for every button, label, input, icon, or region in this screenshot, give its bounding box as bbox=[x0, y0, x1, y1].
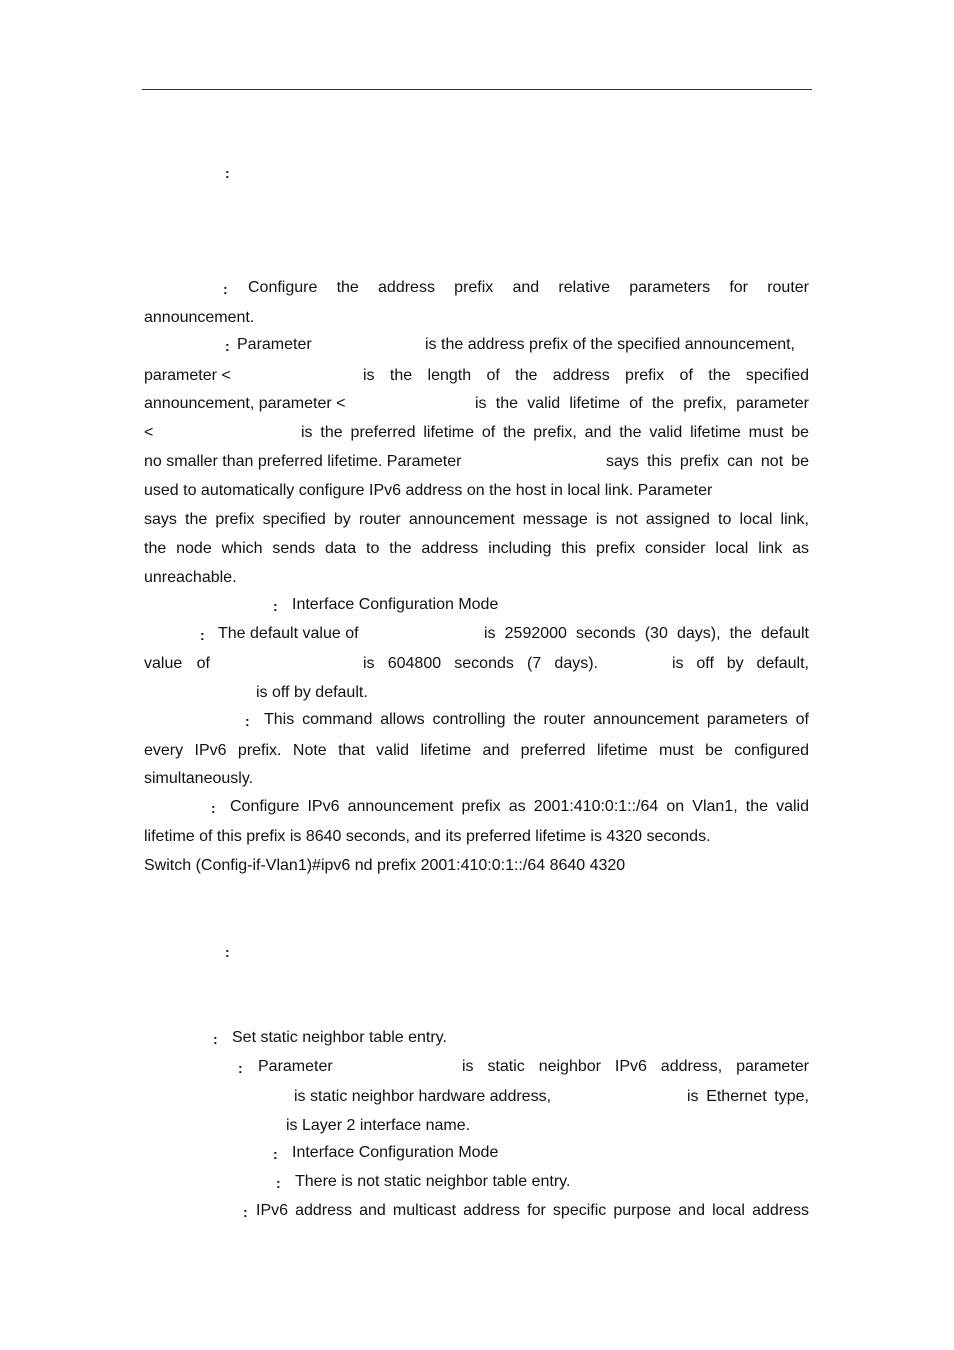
default-text: There is not static neighbor table entry. bbox=[295, 1173, 571, 1190]
usage-text: simultaneously. bbox=[144, 770, 254, 787]
parameter-text: unreachable. bbox=[144, 569, 237, 586]
parameter-colon: : bbox=[225, 338, 230, 354]
mode-text: Interface Configuration Mode bbox=[292, 1144, 499, 1161]
parameter-text: is the address prefix of the specified announcement, bbox=[425, 336, 795, 353]
parameter-text: announcement, parameter < bbox=[144, 395, 346, 412]
default-text: is 604800 seconds (7 days). bbox=[363, 655, 598, 672]
example-text: Configure IPv6 announcement prefix as 2001:410:0:1::/64 on Vlan1, the valid bbox=[230, 798, 809, 815]
header-rule bbox=[142, 89, 812, 90]
example-command: Switch (Config-if-Vlan1)#ipv6 nd prefix 2001:410:0:1::/64 8640 4320 bbox=[144, 857, 626, 874]
parameter-colon: : bbox=[238, 1060, 243, 1076]
usage-text: This command allows controlling the router announcement parameters of bbox=[264, 711, 809, 728]
parameter-text: is the length of the address prefix of the specified bbox=[363, 367, 809, 384]
function-colon: : bbox=[213, 1031, 218, 1047]
parameter-text: the node which sends data to the address including this prefix consider local link as bbox=[144, 540, 809, 557]
parameter-text: Parameter bbox=[237, 336, 312, 353]
default-text: is off by default. bbox=[256, 684, 368, 701]
parameter-text: says this prefix can not be bbox=[606, 453, 809, 470]
usage-colon: : bbox=[243, 1204, 248, 1220]
parameter-text: is Ethernet type, bbox=[687, 1088, 809, 1105]
mode-text: Interface Configuration Mode bbox=[292, 596, 499, 613]
example-text: lifetime of this prefix is 8640 seconds, and its preferred lifetime is 4320 seconds. bbox=[144, 828, 711, 845]
example-colon: : bbox=[211, 800, 216, 816]
parameter-text: no smaller than preferred lifetime. Parameter bbox=[144, 453, 462, 470]
parameter-text: is the valid lifetime of the prefix, parameter bbox=[475, 395, 809, 412]
syntax-colon: : bbox=[225, 165, 230, 181]
mode-colon: : bbox=[273, 598, 278, 614]
default-text: is 2592000 seconds (30 days), the default bbox=[484, 625, 809, 642]
parameter-text: < bbox=[144, 424, 154, 441]
parameter-text: says the prefix specified by router announcement message is not assigned to local link, bbox=[144, 511, 809, 528]
default-text: value of bbox=[144, 655, 210, 672]
parameter-text: is static neighbor IPv6 address, parameter bbox=[462, 1058, 809, 1075]
function-text-cont: announcement. bbox=[144, 309, 255, 326]
default-text: The default value of bbox=[218, 625, 359, 642]
default-text: is off by default, bbox=[672, 655, 809, 672]
default-colon: : bbox=[200, 627, 205, 643]
mode-colon: : bbox=[273, 1146, 278, 1162]
syntax-colon: : bbox=[225, 944, 230, 960]
parameter-text: is static neighbor hardware address, bbox=[294, 1088, 552, 1105]
usage-text: every IPv6 prefix. Note that valid lifetime and preferred lifetime must be configured bbox=[144, 742, 809, 759]
default-colon: : bbox=[276, 1175, 281, 1191]
parameter-text: is Layer 2 interface name. bbox=[286, 1117, 471, 1134]
function-colon: : bbox=[223, 281, 228, 297]
parameter-text: is the preferred lifetime of the prefix, and the valid lifetime must be bbox=[301, 424, 809, 441]
usage-colon: : bbox=[245, 713, 250, 729]
function-text: Configure the address prefix and relative parameters for router bbox=[248, 279, 809, 296]
parameter-text: parameter < bbox=[144, 367, 231, 384]
parameter-text: used to automatically configure IPv6 address on the host in local link. Parameter bbox=[144, 482, 713, 499]
parameter-text: Parameter bbox=[258, 1058, 333, 1075]
usage-text: IPv6 address and multicast address for specific purpose and local address bbox=[256, 1202, 809, 1219]
function-text: Set static neighbor table entry. bbox=[232, 1029, 447, 1046]
